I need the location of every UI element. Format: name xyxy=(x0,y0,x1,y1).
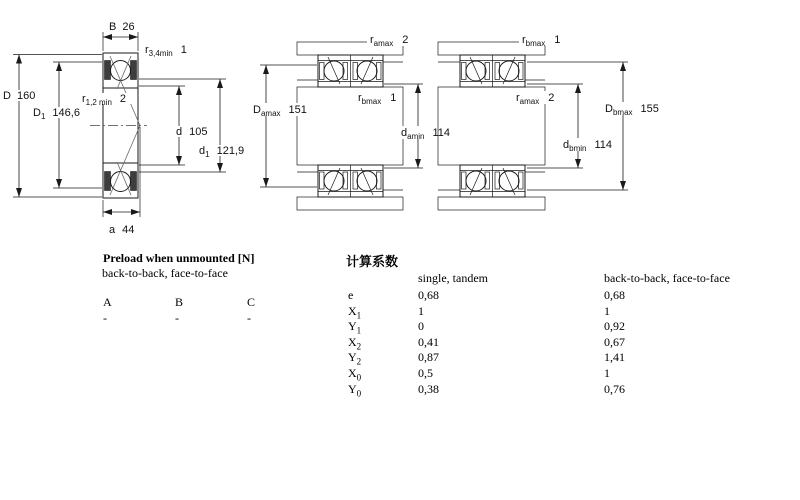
factors-col2-header: back-to-back, face-to-face xyxy=(604,271,730,285)
mounted-pair-diagram-b xyxy=(438,32,666,210)
table-row xyxy=(346,288,786,304)
factor-single-value: 0,87 xyxy=(418,350,439,365)
dim-label-ramax-top: $r_{amax}$ 2 xyxy=(370,34,409,48)
dim-label-d: d 105 xyxy=(176,126,208,138)
dim-label-rbmax: $r_{bmax}$ 1 xyxy=(358,92,397,106)
factor-label: $Y_0$ xyxy=(348,381,362,398)
table-row xyxy=(346,319,786,335)
dim-label-ramax: $r_{amax}$ 2 xyxy=(516,92,555,106)
bearing-drawings xyxy=(0,0,800,246)
dim-label-damin: $d_{amin}$ 114 xyxy=(401,127,451,141)
table-row xyxy=(346,304,786,320)
dim-label-Damax: $D_{amax}$ 151 xyxy=(253,104,307,118)
preload-col-b: B xyxy=(175,295,184,309)
factor-single-value: 0,5 xyxy=(418,365,433,380)
factor-label: e xyxy=(348,288,354,302)
seal-block xyxy=(131,172,137,191)
dim-label-a: a 44 xyxy=(109,224,135,236)
factor-label: $X_1$ xyxy=(348,303,362,320)
factor-single-value: 0,38 xyxy=(418,381,439,396)
preload-value-a: - xyxy=(103,311,107,325)
factor-paired-value: 0,67 xyxy=(604,334,625,349)
factor-single-value: 0,41 xyxy=(418,334,439,349)
dim-label-dbmin: $d_{bmin}$ 114 xyxy=(563,139,613,153)
factor-paired-value: 1 xyxy=(604,365,610,380)
preload-value-c: - xyxy=(247,311,251,325)
bearing-pair-bottom xyxy=(460,165,525,197)
dim-label-rbmax-top: $r_{bmax}$ 1 xyxy=(522,34,561,48)
seal-block xyxy=(105,61,111,80)
housing-bottom xyxy=(297,197,403,210)
table-row xyxy=(346,382,786,398)
housing-bottom xyxy=(438,197,545,210)
factor-single-value: 0 xyxy=(418,319,424,334)
factor-paired-value: 0,76 xyxy=(604,381,625,396)
factor-paired-value: 0,68 xyxy=(604,288,625,302)
ball-bottom xyxy=(111,172,131,192)
preload-col-c: C xyxy=(247,295,256,309)
bearing-pair-top xyxy=(318,55,383,87)
dim-label-r12: $r_{1,2 min}$ 2 xyxy=(82,93,127,107)
dim-label-r34: $r_{3,4min}$ 1 xyxy=(145,44,187,58)
dim-label-d1: $d_1$ 121,9 xyxy=(199,145,245,159)
factor-paired-value: 1 xyxy=(604,303,610,318)
calculation-factors-table xyxy=(346,251,730,398)
bearing-pair-top xyxy=(460,55,525,87)
factors-rows xyxy=(346,288,786,397)
factor-label: $X_0$ xyxy=(348,365,362,383)
dim-label-D: D 160 xyxy=(3,90,36,102)
dim-label-D1: $D_1$ 146,6 xyxy=(33,107,80,121)
dim-label-B: B 26 xyxy=(109,21,135,33)
factor-label: $Y_2$ xyxy=(348,350,362,367)
seal-block xyxy=(105,172,111,191)
factors-col1-header: single, tandem xyxy=(418,271,488,285)
preload-title: Preload when unmounted [N] xyxy=(103,251,255,265)
seal-block xyxy=(131,61,137,80)
factor-paired-value: 1,41 xyxy=(604,350,625,365)
preload-subtitle: back-to-back, face-to-face xyxy=(102,266,228,280)
factor-single-value: 0,68 xyxy=(418,288,439,302)
factor-paired-value: 0,92 xyxy=(604,319,625,334)
table-row xyxy=(346,350,786,366)
bearing-pair-bottom xyxy=(318,165,383,197)
preload-value-b: - xyxy=(175,311,179,325)
factor-single-value: 1 xyxy=(418,303,424,318)
mounted-pair-diagram-a xyxy=(250,32,460,210)
left-bearing-diagram xyxy=(2,21,250,236)
dim-label-Dbmax: $D_{bmax}$ 155 xyxy=(605,103,659,117)
table-row xyxy=(346,366,786,382)
factors-title: 计算系数 xyxy=(346,254,399,269)
preload-table xyxy=(102,251,256,325)
factor-label: $Y_1$ xyxy=(348,319,362,336)
table-row xyxy=(346,335,786,351)
preload-col-a: A xyxy=(103,295,112,309)
factor-label: $X_2$ xyxy=(348,334,362,352)
